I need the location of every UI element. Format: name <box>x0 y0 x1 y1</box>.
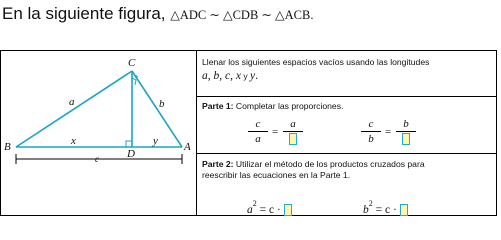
var-b: b <box>213 70 220 82</box>
vertex-b-label: B <box>4 141 11 153</box>
instructions-vars <box>202 71 429 82</box>
eq2-exp: 2 <box>368 199 373 208</box>
part1-header <box>202 101 343 112</box>
part2-text2: reescribir las ecuaciones en la Parte 1. <box>202 170 351 180</box>
frac1-den: a <box>255 133 261 145</box>
var-a: a <box>202 70 208 82</box>
eq2-base: b <box>363 204 369 216</box>
answer-blank-4[interactable] <box>400 204 408 216</box>
answer-blank-2[interactable] <box>402 133 410 145</box>
eq1-exp: 2 <box>252 199 257 208</box>
row-divider-2 <box>196 153 496 154</box>
var-c: c <box>225 70 231 82</box>
eq2-rhs: = c · <box>375 204 397 216</box>
frac4-num: b <box>403 118 409 130</box>
worksheet-table <box>0 50 497 216</box>
equals-2: = <box>385 126 392 138</box>
side-b-label: b <box>159 98 165 110</box>
equation-a-squared <box>247 199 292 216</box>
period: . <box>255 70 259 82</box>
vertex-a-label: A <box>184 141 191 153</box>
row-divider-1 <box>196 96 496 97</box>
segment-x-label: x <box>71 135 76 147</box>
eq1-rhs: = c · <box>259 204 281 216</box>
title-text: En la siguiente figura, <box>2 4 166 23</box>
fraction-b-over-blank <box>394 118 418 145</box>
part2-text1: Utilizar el método de los productos cruzados para <box>235 159 425 169</box>
part2-header <box>202 159 425 181</box>
instructions <box>202 57 429 82</box>
part2-label: Parte 2: <box>202 159 234 169</box>
part1-label: Parte 1: <box>202 101 234 111</box>
equals-1: = <box>272 126 279 138</box>
var-x: x <box>235 70 241 82</box>
vertex-c-label: C <box>128 57 136 69</box>
word-y: y <box>243 71 248 81</box>
answer-blank-3[interactable] <box>284 204 292 216</box>
c-length-indicator <box>16 154 182 164</box>
side-c-label: c <box>95 154 99 164</box>
vertex-d-label: D <box>127 148 135 160</box>
sep-1: , <box>207 70 214 82</box>
title-similarity: △ADC ∼ △CDB ∼ △ACB. <box>170 8 314 22</box>
equation-b-squared <box>363 199 408 216</box>
sep-3: , <box>230 70 236 82</box>
instructions-line1: Llenar los siguientes espacios vacíos usando las longitudes <box>202 57 430 67</box>
segment-y-label: y <box>153 135 158 147</box>
answer-blank-1[interactable] <box>289 133 297 145</box>
side-a-label: a <box>69 96 75 108</box>
column-divider <box>196 51 197 215</box>
frac3-den: b <box>368 133 374 145</box>
triangle-figure <box>1 51 196 217</box>
fraction-a-over-blank <box>281 118 305 145</box>
problem-title <box>2 4 313 25</box>
fraction-c-over-b <box>359 118 383 145</box>
part1-text: Completar las proporciones. <box>235 101 344 111</box>
frac2-num: a <box>290 118 296 130</box>
eq1-base: a <box>247 204 253 216</box>
frac1-num: c <box>255 118 261 130</box>
var-y: y <box>250 70 256 82</box>
fraction-c-over-a <box>246 118 270 145</box>
sep-2: , <box>219 70 225 82</box>
frac3-num: c <box>368 118 374 130</box>
